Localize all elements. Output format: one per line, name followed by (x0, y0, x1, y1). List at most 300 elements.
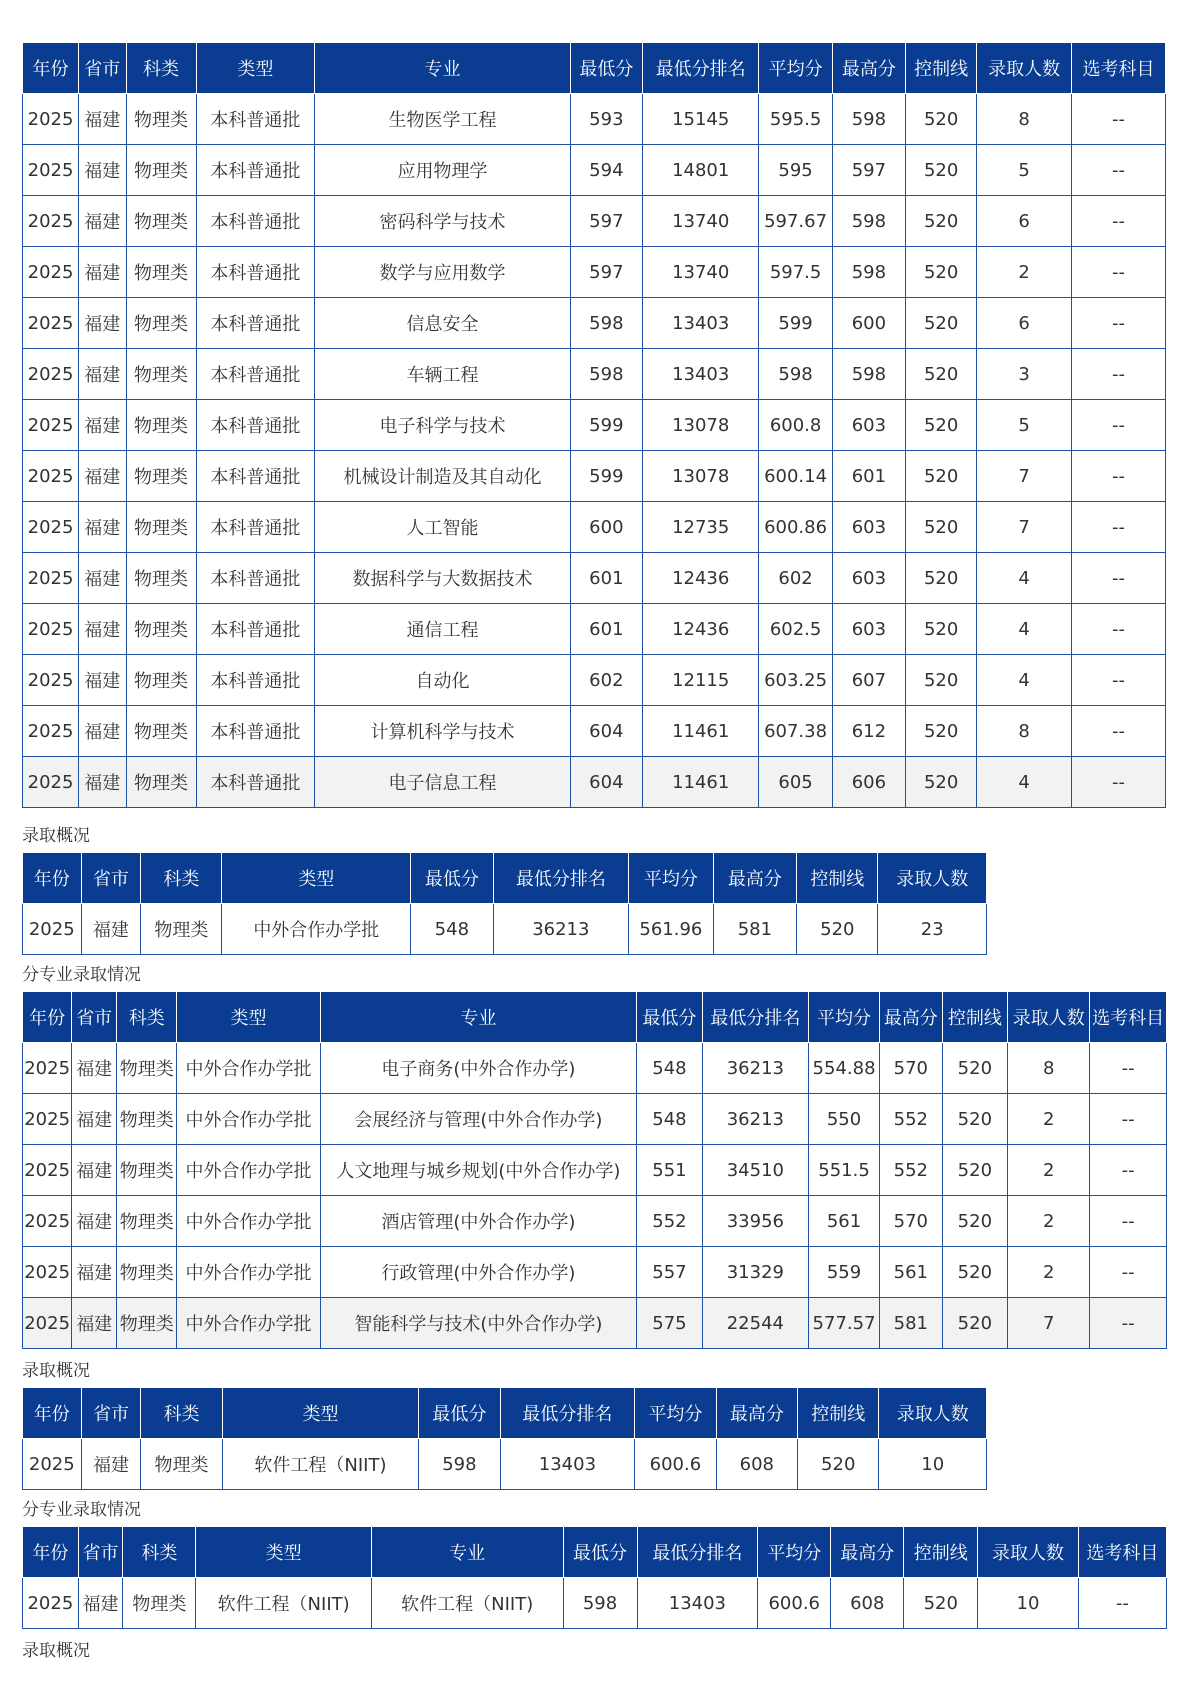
table-cell: 中外合作办学批 (177, 1145, 320, 1196)
table-cell: 车辆工程 (315, 349, 571, 400)
table-cell: 中外合作办学批 (177, 1094, 320, 1145)
table-cell: -- (1090, 1298, 1167, 1349)
table-cell: 物理类 (126, 451, 196, 502)
table-cell: 520 (906, 145, 977, 196)
table-cell: -- (1072, 196, 1166, 247)
table-cell: 7 (1008, 1298, 1090, 1349)
table-cell: 物理类 (141, 1439, 222, 1490)
header-min-rank: 最低分排名 (493, 853, 629, 904)
table-cell: 2025 (23, 1578, 79, 1629)
table-cell: 520 (797, 904, 878, 955)
table-cell: 福建 (79, 94, 126, 145)
table-cell: 552 (637, 1196, 703, 1247)
header-elective-subjects: 选考科目 (1078, 1527, 1166, 1578)
table-cell: 2 (1008, 1145, 1090, 1196)
table-cell: 36213 (702, 1094, 808, 1145)
table-cell: 人工智能 (315, 502, 571, 553)
table-cell: 福建 (72, 1094, 117, 1145)
table-cell: 554.88 (808, 1043, 879, 1094)
table-row (23, 904, 987, 955)
table-cell: 通信工程 (315, 604, 571, 655)
table-cell: 人文地理与城乡规划(中外合作办学) (320, 1145, 636, 1196)
header-province: 省市 (81, 853, 141, 904)
table-cell: 520 (906, 451, 977, 502)
table-cell: 2025 (23, 400, 79, 451)
table-cell: 557 (637, 1247, 703, 1298)
header-province: 省市 (72, 992, 117, 1043)
table-cell: 物理类 (126, 247, 196, 298)
table-cell: -- (1072, 706, 1166, 757)
table-cell: 11461 (642, 757, 758, 808)
table-cell: 603 (832, 400, 905, 451)
table-cell: 2025 (23, 706, 79, 757)
table-header-row (23, 992, 1167, 1043)
table-cell: 本科普通批 (196, 247, 315, 298)
table-cell: 600.86 (759, 502, 832, 553)
table-cell: 575 (637, 1298, 703, 1349)
table-cell: 605 (759, 757, 832, 808)
table-row (23, 1196, 1167, 1247)
table-cell: 603.25 (759, 655, 832, 706)
table-cell: 7 (977, 451, 1072, 502)
table-cell: 5 (977, 145, 1072, 196)
header-subject-category: 科类 (141, 853, 222, 904)
table-row (23, 196, 1166, 247)
header-min-score: 最低分 (411, 853, 493, 904)
table-cell: 中外合作办学批 (177, 1196, 320, 1247)
table-cell: 598 (832, 196, 905, 247)
table-cell: 520 (906, 502, 977, 553)
table-cell: 行政管理(中外合作办学) (320, 1247, 636, 1298)
header-min-score: 最低分 (637, 992, 703, 1043)
table-cell: 599 (570, 451, 642, 502)
header-min-rank: 最低分排名 (702, 992, 808, 1043)
table-cell: 2025 (23, 553, 79, 604)
table-cell: 中外合作办学批 (222, 904, 411, 955)
table-cell: 中外合作办学批 (177, 1043, 320, 1094)
table-cell: 561 (880, 1247, 942, 1298)
table-cell: 4 (977, 655, 1072, 706)
table-cell: -- (1090, 1145, 1167, 1196)
table-cell: -- (1090, 1247, 1167, 1298)
table-cell: -- (1072, 298, 1166, 349)
table-cell: 物理类 (126, 553, 196, 604)
table-cell: 福建 (72, 1196, 117, 1247)
header-batch-type: 类型 (222, 1388, 418, 1439)
table-cell: 601 (570, 553, 642, 604)
table-cell: 520 (906, 706, 977, 757)
table-cell: 36213 (493, 904, 629, 955)
table-cell: 13403 (642, 298, 758, 349)
header-avg-score: 平均分 (758, 1527, 831, 1578)
header-subject-category: 科类 (141, 1388, 222, 1439)
section-caption: 录取概况 (22, 826, 90, 846)
table-cell: 602.5 (759, 604, 832, 655)
table-cell: 548 (637, 1043, 703, 1094)
header-admitted-count: 录取人数 (977, 43, 1072, 94)
table-row (23, 706, 1166, 757)
table-cell: 600.6 (635, 1439, 716, 1490)
table-cell: 595.5 (759, 94, 832, 145)
table-cell: -- (1072, 502, 1166, 553)
table-body (23, 1578, 1167, 1629)
table-cell: -- (1072, 451, 1166, 502)
header-batch-type: 类型 (196, 1527, 371, 1578)
header-year: 年份 (23, 1527, 79, 1578)
table-cell: 本科普通批 (196, 553, 315, 604)
admission-table-major-regular (22, 42, 1166, 808)
table-row (23, 349, 1166, 400)
table-cell: 13078 (642, 400, 758, 451)
table-cell: 本科普通批 (196, 196, 315, 247)
table-cell: 本科普通批 (196, 94, 315, 145)
table-cell: 福建 (79, 502, 126, 553)
table-cell: 36213 (702, 1043, 808, 1094)
table-cell: 595 (759, 145, 832, 196)
header-min-score: 最低分 (570, 43, 642, 94)
table-body (23, 904, 987, 955)
table-cell: 23 (878, 904, 987, 955)
table-cell: 598 (832, 94, 905, 145)
table-cell: 2025 (23, 451, 79, 502)
table-cell: 福建 (79, 349, 126, 400)
table-row (23, 553, 1166, 604)
table-header-row (23, 1388, 987, 1439)
table-row (23, 247, 1166, 298)
table-cell: 3 (977, 349, 1072, 400)
table-cell: 物理类 (117, 1094, 177, 1145)
table-row (23, 451, 1166, 502)
table-cell: 607 (832, 655, 905, 706)
table-cell: 5 (977, 400, 1072, 451)
table-cell: 数学与应用数学 (315, 247, 571, 298)
table-cell: 601 (570, 604, 642, 655)
table-cell: 物理类 (126, 655, 196, 706)
table-cell: -- (1072, 145, 1166, 196)
table-cell: 物理类 (126, 400, 196, 451)
table-cell: 600.8 (759, 400, 832, 451)
header-avg-score: 平均分 (635, 1388, 716, 1439)
table-cell: 11461 (642, 706, 758, 757)
table-cell: 物理类 (126, 349, 196, 400)
table-cell: 12436 (642, 553, 758, 604)
table-cell: 2025 (23, 94, 79, 145)
table-cell: 物理类 (117, 1247, 177, 1298)
table-cell: 598 (832, 349, 905, 400)
table-cell: 599 (759, 298, 832, 349)
table-cell: 2 (977, 247, 1072, 298)
header-year: 年份 (23, 1388, 82, 1439)
header-avg-score: 平均分 (759, 43, 832, 94)
table-cell: 物理类 (126, 706, 196, 757)
table-cell: 13740 (642, 247, 758, 298)
table-cell: 597 (570, 196, 642, 247)
table-cell: 物理类 (123, 1578, 196, 1629)
table-cell: 会展经济与管理(中外合作办学) (320, 1094, 636, 1145)
table-cell: 2025 (23, 1145, 72, 1196)
header-control-line: 控制线 (942, 992, 1008, 1043)
table-cell: 生物医学工程 (315, 94, 571, 145)
table-cell: 智能科学与技术(中外合作办学) (320, 1298, 636, 1349)
table-cell: 602 (570, 655, 642, 706)
table-cell: 552 (880, 1145, 942, 1196)
header-control-line: 控制线 (798, 1388, 879, 1439)
table-cell: 本科普通批 (196, 604, 315, 655)
table-cell: 561.96 (629, 904, 714, 955)
header-year: 年份 (23, 853, 82, 904)
table-cell: -- (1090, 1094, 1167, 1145)
header-min-score: 最低分 (419, 1388, 500, 1439)
table-cell: 电子信息工程 (315, 757, 571, 808)
header-max-score: 最高分 (713, 853, 796, 904)
table-row (23, 1145, 1167, 1196)
table-cell: 2025 (23, 502, 79, 553)
header-major: 专业 (371, 1527, 563, 1578)
table-cell: 福建 (79, 196, 126, 247)
table-cell: 中外合作办学批 (177, 1247, 320, 1298)
table-cell: 福建 (79, 553, 126, 604)
table-cell: 598 (570, 349, 642, 400)
table-cell: -- (1090, 1196, 1167, 1247)
table-cell: 2025 (23, 904, 82, 955)
header-max-score: 最高分 (880, 992, 942, 1043)
admission-table-major-niit (22, 1526, 1167, 1629)
table-row (23, 145, 1166, 196)
table-cell: 598 (570, 298, 642, 349)
table-cell: 600.14 (759, 451, 832, 502)
table-cell: 34510 (702, 1145, 808, 1196)
table-cell: 物理类 (141, 904, 222, 955)
table-cell: 603 (832, 604, 905, 655)
table-row (23, 1094, 1167, 1145)
table-cell: 602 (759, 553, 832, 604)
table-cell: 本科普通批 (196, 349, 315, 400)
table-cell: -- (1072, 349, 1166, 400)
table-cell: 593 (570, 94, 642, 145)
table-cell: 520 (942, 1247, 1008, 1298)
table-cell: 4 (977, 757, 1072, 808)
table-cell: 13078 (642, 451, 758, 502)
table-cell: 2 (1008, 1094, 1090, 1145)
table-cell: 607.38 (759, 706, 832, 757)
table-cell: 2025 (23, 1247, 72, 1298)
admission-summary-table-sino-foreign (22, 852, 987, 955)
table-cell: 本科普通批 (196, 502, 315, 553)
header-admitted-count: 录取人数 (879, 1388, 987, 1439)
table-cell: 福建 (72, 1145, 117, 1196)
table-cell: 12115 (642, 655, 758, 706)
table-cell: 软件工程（NIIT) (371, 1578, 563, 1629)
table-cell: 福建 (79, 604, 126, 655)
table-cell: 612 (832, 706, 905, 757)
table-cell: 福建 (81, 1439, 141, 1490)
table-cell: 561 (808, 1196, 879, 1247)
table-cell: 福建 (72, 1298, 117, 1349)
table-cell: 应用物理学 (315, 145, 571, 196)
table-cell: 2025 (23, 757, 79, 808)
table-cell: 物理类 (126, 604, 196, 655)
table-cell: 548 (411, 904, 493, 955)
table-cell: 520 (942, 1298, 1008, 1349)
table-cell: 本科普通批 (196, 145, 315, 196)
table-cell: 600 (832, 298, 905, 349)
table-row (23, 94, 1166, 145)
header-max-score: 最高分 (832, 43, 905, 94)
table-cell: 13403 (500, 1439, 635, 1490)
table-cell: 597.5 (759, 247, 832, 298)
table-cell: 520 (906, 655, 977, 706)
table-cell: 本科普通批 (196, 757, 315, 808)
header-control-line: 控制线 (797, 853, 878, 904)
table-cell: 603 (832, 553, 905, 604)
table-cell: 自动化 (315, 655, 571, 706)
header-control-line: 控制线 (906, 43, 977, 94)
table-cell: 物理类 (117, 1298, 177, 1349)
table-cell: 551 (637, 1145, 703, 1196)
table-cell: 581 (713, 904, 796, 955)
table-row (23, 1298, 1167, 1349)
table-cell: 福建 (79, 145, 126, 196)
table-cell: 2025 (23, 145, 79, 196)
table-cell: 2025 (23, 655, 79, 706)
table-cell: 577.57 (808, 1298, 879, 1349)
header-min-score: 最低分 (563, 1527, 637, 1578)
table-cell: 594 (570, 145, 642, 196)
table-cell: 13740 (642, 196, 758, 247)
table-cell: 604 (570, 757, 642, 808)
table-cell: 福建 (79, 247, 126, 298)
header-admitted-count: 录取人数 (978, 1527, 1078, 1578)
header-province: 省市 (79, 43, 126, 94)
table-cell: 597 (570, 247, 642, 298)
table-cell: -- (1072, 247, 1166, 298)
table-cell: 520 (906, 94, 977, 145)
table-cell: 机械设计制造及其自动化 (315, 451, 571, 502)
table-header-row (23, 853, 987, 904)
header-avg-score: 平均分 (629, 853, 714, 904)
table-cell: 物理类 (126, 502, 196, 553)
table-cell: 2025 (23, 1094, 72, 1145)
section-caption: 分专业录取情况 (22, 1500, 141, 1520)
table-cell: 598 (563, 1578, 637, 1629)
header-batch-type: 类型 (177, 992, 320, 1043)
table-row (23, 1247, 1167, 1298)
table-cell: 2025 (23, 1196, 72, 1247)
table-cell: -- (1072, 757, 1166, 808)
table-cell: 数据科学与大数据技术 (315, 553, 571, 604)
table-cell: 本科普通批 (196, 655, 315, 706)
table-cell: 福建 (79, 451, 126, 502)
header-year: 年份 (23, 43, 79, 94)
table-cell: 520 (942, 1094, 1008, 1145)
table-cell: 软件工程（NIIT) (196, 1578, 371, 1629)
table-cell: 2025 (23, 1439, 82, 1490)
table-row (23, 298, 1166, 349)
header-avg-score: 平均分 (808, 992, 879, 1043)
table-cell: 7 (977, 502, 1072, 553)
table-cell: 中外合作办学批 (177, 1298, 320, 1349)
table-cell: 福建 (81, 904, 141, 955)
table-cell: 酒店管理(中外合作办学) (320, 1196, 636, 1247)
header-admitted-count: 录取人数 (1008, 992, 1090, 1043)
table-cell: 597 (832, 145, 905, 196)
table-cell: 31329 (702, 1247, 808, 1298)
table-cell: 520 (906, 400, 977, 451)
table-cell: 601 (832, 451, 905, 502)
table-cell: 520 (942, 1145, 1008, 1196)
header-max-score: 最高分 (716, 1388, 797, 1439)
table-row (23, 1043, 1167, 1094)
table-cell: 520 (906, 196, 977, 247)
table-cell: -- (1072, 94, 1166, 145)
table-cell: 520 (906, 298, 977, 349)
table-row (23, 502, 1166, 553)
table-header-row (23, 43, 1166, 94)
table-cell: 物理类 (117, 1196, 177, 1247)
table-header-row (23, 1527, 1167, 1578)
table-cell: -- (1090, 1043, 1167, 1094)
header-min-rank: 最低分排名 (642, 43, 758, 94)
table-cell: 603 (832, 502, 905, 553)
table-body (23, 1439, 987, 1490)
table-cell: 福建 (79, 298, 126, 349)
table-cell: 520 (906, 604, 977, 655)
table-cell: 10 (978, 1578, 1078, 1629)
section-caption: 录取概况 (22, 1361, 90, 1381)
table-cell: 福建 (72, 1247, 117, 1298)
table-cell: 2025 (23, 1043, 72, 1094)
header-control-line: 控制线 (904, 1527, 978, 1578)
header-subject-category: 科类 (117, 992, 177, 1043)
table-cell: 597.67 (759, 196, 832, 247)
table-cell: -- (1072, 604, 1166, 655)
table-cell: 2 (1008, 1247, 1090, 1298)
table-cell: 13403 (637, 1578, 758, 1629)
table-cell: 581 (880, 1298, 942, 1349)
table-cell: 559 (808, 1247, 879, 1298)
table-cell: 604 (570, 706, 642, 757)
header-year: 年份 (23, 992, 72, 1043)
table-cell: 520 (906, 757, 977, 808)
table-cell: 4 (977, 604, 1072, 655)
header-subject-category: 科类 (126, 43, 196, 94)
table-cell: 福建 (79, 655, 126, 706)
table-cell: 2 (1008, 1196, 1090, 1247)
table-cell: 520 (906, 349, 977, 400)
table-cell: 520 (942, 1196, 1008, 1247)
table-cell: 福建 (79, 400, 126, 451)
table-cell: 本科普通批 (196, 400, 315, 451)
table-row (23, 400, 1166, 451)
table-cell: 物理类 (126, 757, 196, 808)
header-min-rank: 最低分排名 (637, 1527, 758, 1578)
table-cell: 12436 (642, 604, 758, 655)
table-cell: 598 (759, 349, 832, 400)
table-cell: 电子商务(中外合作办学) (320, 1043, 636, 1094)
table-cell: 520 (906, 247, 977, 298)
header-batch-type: 类型 (196, 43, 315, 94)
header-subject-category: 科类 (123, 1527, 196, 1578)
table-row (23, 1578, 1167, 1629)
table-cell: 本科普通批 (196, 451, 315, 502)
table-cell: 600.6 (758, 1578, 831, 1629)
table-cell: 2025 (23, 196, 79, 247)
header-admitted-count: 录取人数 (878, 853, 987, 904)
table-cell: 6 (977, 298, 1072, 349)
header-province: 省市 (78, 1527, 123, 1578)
table-cell: 608 (716, 1439, 797, 1490)
table-cell: 12735 (642, 502, 758, 553)
